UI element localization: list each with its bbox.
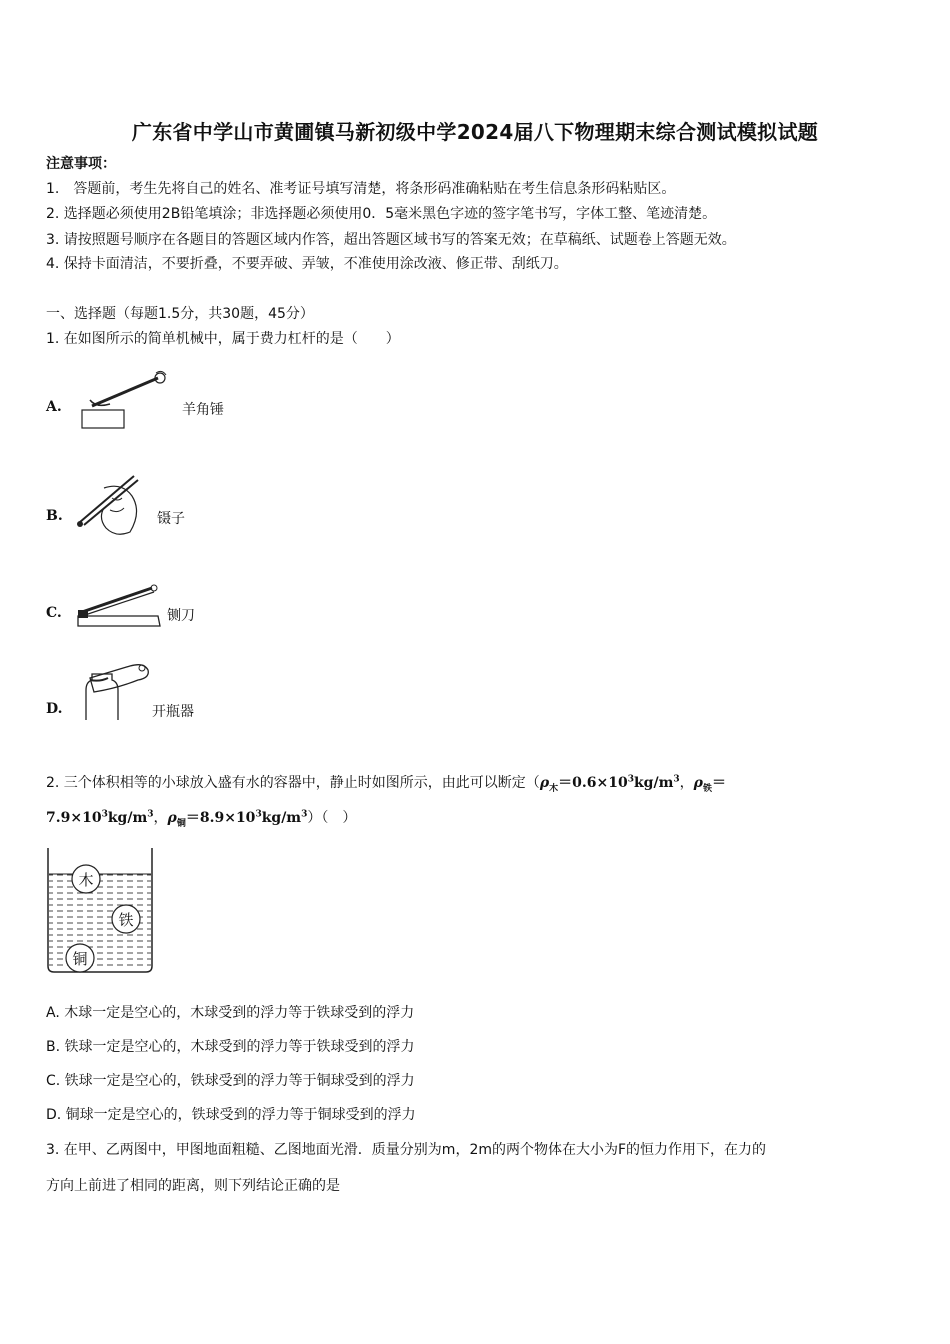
question-2-stem-line2: $7.9\times 10^3kg/m^3$，$\rho_铜=8.9\times 10^3kg/m^3$）（ ） [46,809,357,829]
option-text: A. 木球一定是空心的，木球受到的浮力等于铁球受到的浮力 [46,1005,415,1021]
tweezers-illustration [74,470,154,540]
option-text: B. 铁球一定是空心的，木球受到的浮力等于铁球受到的浮力 [46,1039,415,1055]
container-figure [46,848,154,976]
stem-text: 2. 三个体积相等的小球放入盛有水的容器中，静止时如图所示，由此可以断定（ [46,775,540,791]
ball-label: 铁 [118,911,134,929]
bottle-opener-illustration [76,660,156,722]
ball-label: 木 [78,871,94,889]
question-3-stem: 3. 在甲、乙两图中，甲图地面粗糙、乙图地面光滑．质量分别为m，2m的两个物体在大小为F的恒力作用下，在力的 [46,1142,767,1158]
density-wood: $\rho_木=0.6\times 10^3kg/m^3$ [539,774,680,794]
option-text: C. 铁球一定是空心的，铁球受到的浮力等于铜球受到的浮力 [46,1073,415,1089]
ball-label: 铜 [72,950,88,968]
question-1-stem: 1. 在如图所示的简单机械中，属于费力杠杆的是（ ） [46,331,400,347]
notice-item: 1. 答题前，考生先将自己的姓名、准考证号填写清楚，将条形码准确粘贴在考生信息条形码粘贴区。 [46,181,676,197]
option-text: 羊角锤 [182,402,224,418]
notice-heading: 注意事项： [46,156,116,172]
question-2-stem: 2. 三个体积相等的小球放入盛有水的容器中，静止时如图所示，由此可以断定（$\rho_木=0.6\times 10^3kg/m^3$，$\rho_铁=$ [46,774,726,794]
option-label: B. [46,508,63,524]
option-label: C. [46,605,62,621]
option-text: 镊子 [157,511,185,527]
option-label: A. [46,399,62,415]
notice-item: 2. 选择题必须使用2B铅笔填涂；非选择题必须使用0．5毫米黑色字迹的签字笔书写，字体工整、笔迹清楚。 [46,206,717,222]
option-label: D. [46,701,63,717]
question-3-stem-line2: 方向上前进了相同的距离，则下列结论正确的是 [46,1178,340,1194]
option-text: D. 铜球一定是空心的，铁球受到的浮力等于铜球受到的浮力 [46,1107,416,1123]
page-title: 广东省中学山市黄圃镇马新初级中学2024届八下物理期末综合测试模拟试题 [131,120,819,144]
notice-item: 4. 保持卡面清洁，不要折叠，不要弄破、弄皱，不准使用涂改液、修正带、刮纸刀。 [46,256,568,272]
density-iron-start: $\rho_铁=$ [693,775,726,794]
notice-item: 3. 请按照题号顺序在各题目的答题区域内作答，超出答题区域书写的答案无效；在草稿纸、试题卷上答题无效。 [46,232,736,248]
density-copper: $\rho_铜=8.9\times 10^3kg/m^3$ [167,809,308,829]
option-text: 铡刀 [167,608,195,624]
density-iron-value: $7.9\times 10^3kg/m^3$ [46,809,154,826]
guillotine-cutter-illustration [74,582,164,634]
section-heading: 一、选择题（每题1.5分，共30题，45分） [46,306,314,322]
claw-hammer-illustration [76,370,176,432]
option-text: 开瓶器 [152,704,194,720]
